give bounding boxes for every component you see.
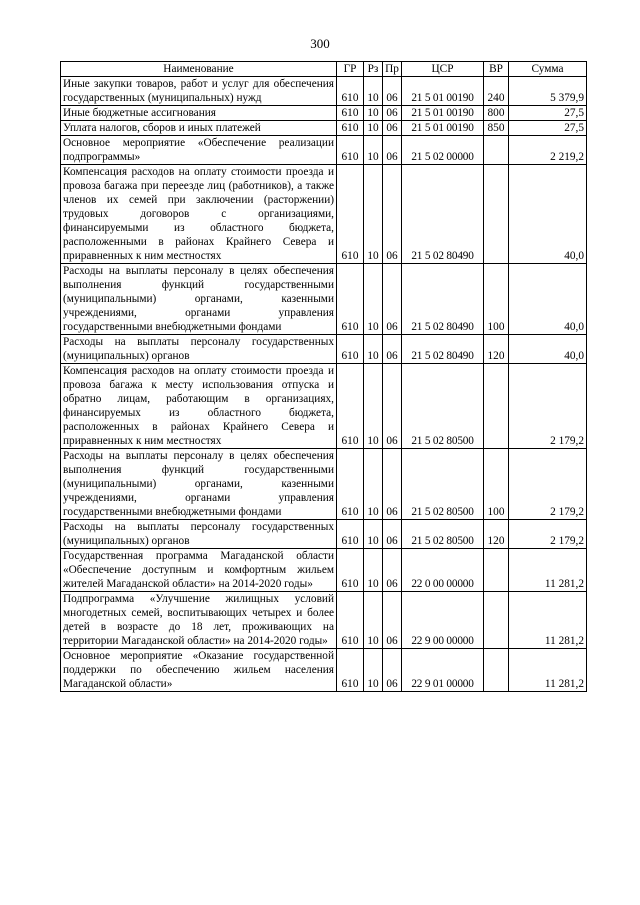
- cell-pr: 06: [383, 106, 402, 121]
- cell-gr: 610: [337, 364, 364, 449]
- cell-vr: 850: [484, 121, 509, 136]
- cell-pr: 06: [383, 449, 402, 520]
- table-row: [61, 106, 587, 121]
- cell-csr: 21 5 02 80490: [402, 165, 484, 264]
- cell-rz: 10: [364, 77, 383, 106]
- table-row: [61, 165, 587, 264]
- cell-gr: 610: [337, 77, 364, 106]
- cell-vr: 120: [484, 520, 509, 549]
- cell-gr: 610: [337, 449, 364, 520]
- header-sum: Сумма: [509, 62, 587, 77]
- cell-name: Иные закупки товаров, работ и услуг для обеспечения государственных (муниципальных) нужд: [61, 77, 337, 106]
- cell-name: Уплата налогов, сборов и иных платежей: [61, 121, 337, 136]
- cell-gr: 610: [337, 136, 364, 165]
- table-row: [61, 121, 587, 136]
- cell-sum: 2 219,2: [509, 136, 587, 165]
- cell-rz: 10: [364, 592, 383, 649]
- cell-rz: 10: [364, 335, 383, 364]
- cell-pr: 06: [383, 649, 402, 692]
- cell-name: Подпрограмма «Улучшение жилищных условий многодетных семей, воспитывающих четырех и более детей в возрасте до 18 лет, проживающих на территории Магаданской области» на 2014-2020 годы»: [61, 592, 337, 649]
- header-vr: ВР: [484, 62, 509, 77]
- cell-csr: 21 5 01 00190: [402, 77, 484, 106]
- cell-csr: 21 5 02 80490: [402, 264, 484, 335]
- cell-csr: 21 5 02 00000: [402, 136, 484, 165]
- cell-sum: 40,0: [509, 264, 587, 335]
- cell-rz: 10: [364, 649, 383, 692]
- header-rz: Рз: [364, 62, 383, 77]
- cell-csr: 21 5 02 80490: [402, 335, 484, 364]
- cell-gr: 610: [337, 592, 364, 649]
- page-number: 300: [310, 36, 330, 51]
- cell-csr: 22 9 01 00000: [402, 649, 484, 692]
- cell-pr: 06: [383, 592, 402, 649]
- cell-rz: 10: [364, 106, 383, 121]
- cell-sum: 40,0: [509, 165, 587, 264]
- cell-name: Государственная программа Магаданской области «Обеспечение доступным и комфортным жильем жителей Магаданской области» на 2014-2020 годы»: [61, 549, 337, 592]
- cell-name: Расходы на выплаты персоналу государственных (муниципальных) органов: [61, 520, 337, 549]
- cell-pr: 06: [383, 264, 402, 335]
- cell-name: Расходы на выплаты персоналу в целях обеспечения выполнения функций государственными (муниципальными) органами, казенными учреждениями, органами управления государственными внебюджетными фондами: [61, 264, 337, 335]
- cell-rz: 10: [364, 549, 383, 592]
- header-gr: ГР: [337, 62, 364, 77]
- cell-sum: 11 281,2: [509, 649, 587, 692]
- cell-rz: 10: [364, 364, 383, 449]
- table-row: [61, 592, 587, 649]
- cell-sum: 11 281,2: [509, 549, 587, 592]
- header-name: Наименование: [61, 62, 337, 77]
- cell-gr: 610: [337, 264, 364, 335]
- cell-vr: [484, 165, 509, 264]
- cell-rz: 10: [364, 520, 383, 549]
- cell-name: Расходы на выплаты персоналу государственных (муниципальных) органов: [61, 335, 337, 364]
- cell-vr: 240: [484, 77, 509, 106]
- cell-rz: 10: [364, 121, 383, 136]
- table-row: [61, 364, 587, 449]
- cell-pr: 06: [383, 364, 402, 449]
- table-body: [61, 77, 587, 692]
- cell-sum: 27,5: [509, 106, 587, 121]
- table-row: [61, 449, 587, 520]
- header-csr: ЦСР: [402, 62, 484, 77]
- cell-vr: [484, 649, 509, 692]
- cell-vr: 120: [484, 335, 509, 364]
- table-row: [61, 520, 587, 549]
- cell-vr: [484, 364, 509, 449]
- cell-pr: 06: [383, 121, 402, 136]
- cell-gr: 610: [337, 165, 364, 264]
- cell-sum: 27,5: [509, 121, 587, 136]
- cell-pr: 06: [383, 335, 402, 364]
- cell-vr: [484, 549, 509, 592]
- cell-csr: 21 5 01 00190: [402, 106, 484, 121]
- cell-sum: 2 179,2: [509, 364, 587, 449]
- cell-name: Основное мероприятие «Обеспечение реализации подпрограммы»: [61, 136, 337, 165]
- cell-gr: 610: [337, 649, 364, 692]
- cell-pr: 06: [383, 136, 402, 165]
- header-row: [61, 62, 587, 77]
- table-header: [61, 62, 587, 77]
- cell-pr: 06: [383, 77, 402, 106]
- cell-name: Иные бюджетные ассигнования: [61, 106, 337, 121]
- cell-csr: 21 5 02 80500: [402, 449, 484, 520]
- cell-vr: 100: [484, 264, 509, 335]
- cell-gr: 610: [337, 335, 364, 364]
- cell-sum: 2 179,2: [509, 520, 587, 549]
- cell-gr: 610: [337, 520, 364, 549]
- header-pr: Пр: [383, 62, 402, 77]
- cell-rz: 10: [364, 136, 383, 165]
- cell-sum: 40,0: [509, 335, 587, 364]
- cell-name: Основное мероприятие «Оказание государственной поддержки по обеспечению жильем населения Магаданской области»: [61, 649, 337, 692]
- cell-vr: 800: [484, 106, 509, 121]
- cell-name: Компенсация расходов на оплату стоимости проезда и провоза багажа к месту использования отпуска и обратно лицам, работающим в организациях, финансируемых из областного бюджета, расположенных в районах Крайнего Севера и приравненных к ним местностях: [61, 364, 337, 449]
- cell-csr: 21 5 02 80500: [402, 364, 484, 449]
- table-row: [61, 549, 587, 592]
- cell-sum: 11 281,2: [509, 592, 587, 649]
- cell-sum: 2 179,2: [509, 449, 587, 520]
- cell-name: Компенсация расходов на оплату стоимости проезда и провоза багажа при переезде лиц (работников), а также членов их семей при заключении (расторжении) трудовых договоров с организациями, финансируемыми из областного бюджета, расположенными в районах Крайнего Севера и приравненных к ним местностях: [61, 165, 337, 264]
- cell-csr: 21 5 02 80500: [402, 520, 484, 549]
- cell-name: Расходы на выплаты персоналу в целях обеспечения выполнения функций государственными (муниципальными) органами, казенными учреждениями, органами управления государственными внебюджетными фондами: [61, 449, 337, 520]
- cell-vr: [484, 136, 509, 165]
- cell-csr: 22 0 00 00000: [402, 549, 484, 592]
- table-row: [61, 264, 587, 335]
- cell-vr: 100: [484, 449, 509, 520]
- cell-gr: 610: [337, 106, 364, 121]
- cell-rz: 10: [364, 449, 383, 520]
- cell-pr: 06: [383, 165, 402, 264]
- cell-csr: 21 5 01 00190: [402, 121, 484, 136]
- table-row: [61, 335, 587, 364]
- cell-csr: 22 9 00 00000: [402, 592, 484, 649]
- table-row: [61, 649, 587, 692]
- table-row: [61, 136, 587, 165]
- cell-sum: 5 379,9: [509, 77, 587, 106]
- budget-table: [60, 61, 587, 692]
- cell-vr: [484, 592, 509, 649]
- cell-gr: 610: [337, 121, 364, 136]
- cell-rz: 10: [364, 264, 383, 335]
- cell-gr: 610: [337, 549, 364, 592]
- table-row: [61, 77, 587, 106]
- cell-rz: 10: [364, 165, 383, 264]
- cell-pr: 06: [383, 520, 402, 549]
- cell-pr: 06: [383, 549, 402, 592]
